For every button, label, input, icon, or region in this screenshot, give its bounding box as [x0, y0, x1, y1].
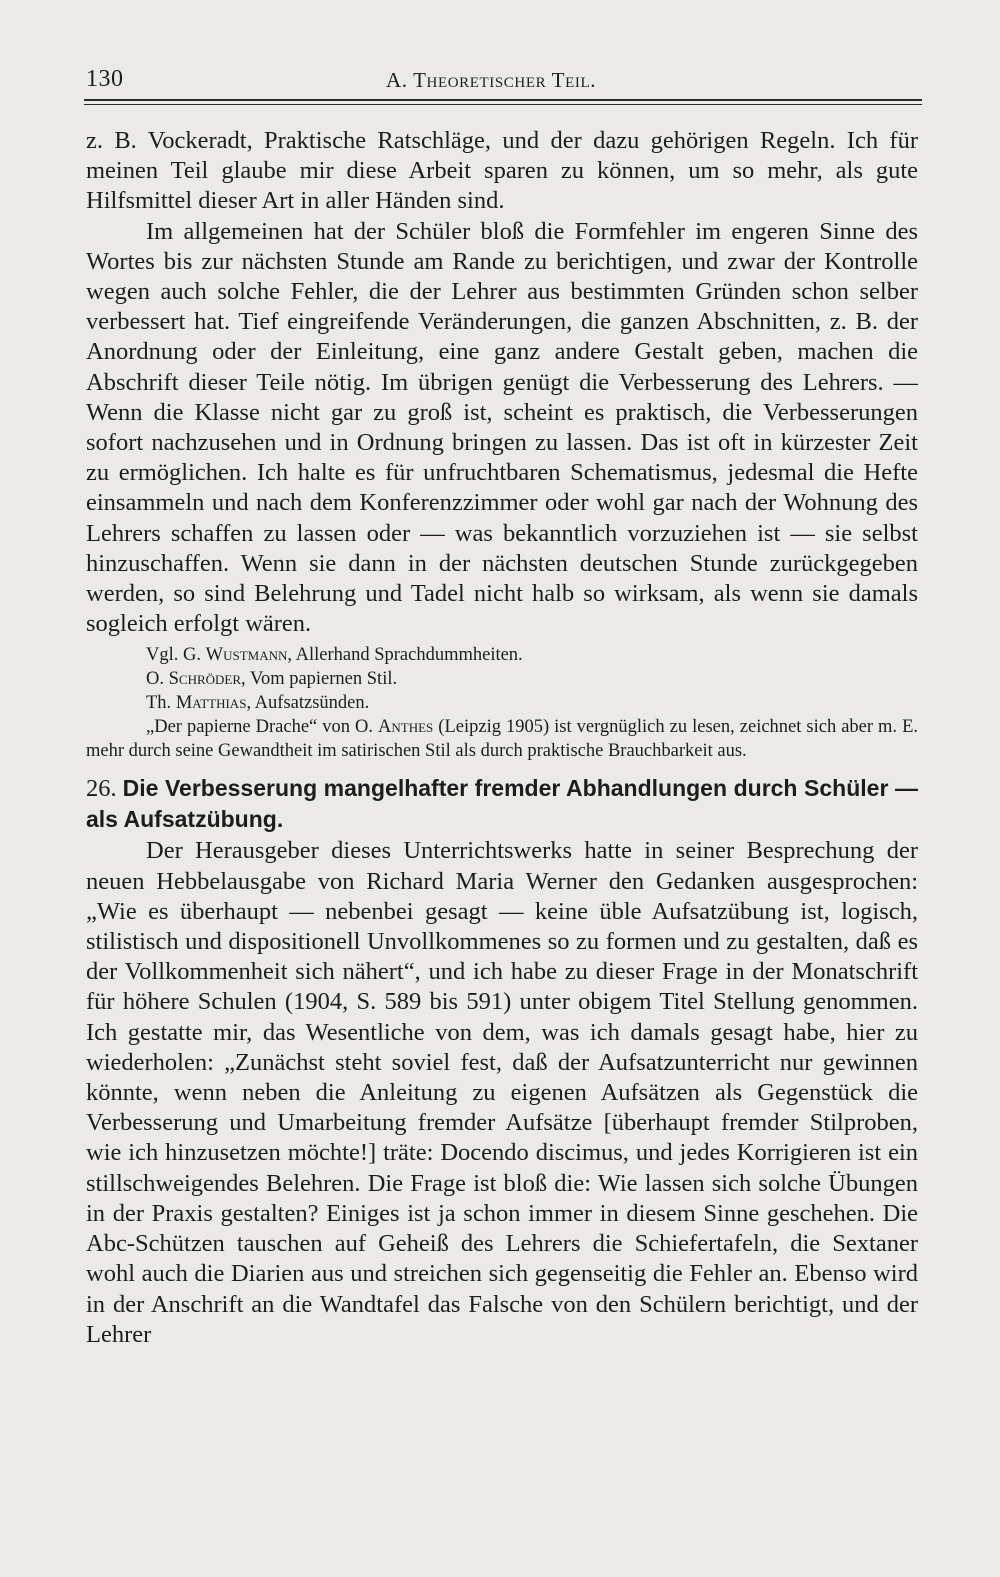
reference-author: Schröder	[168, 669, 242, 690]
section-heading	[86, 773, 918, 834]
reference-author: Anthes	[378, 717, 434, 738]
reference-item: Vgl. G. Wustmann, Allerhand Sprachdummheiten.	[146, 645, 523, 666]
running-head: A. Theoretischer Teil.	[386, 68, 597, 92]
reference-author: Wustmann	[205, 645, 288, 666]
reference-author: Matthias	[175, 693, 247, 714]
page-number: 130	[86, 66, 124, 92]
references-block	[86, 643, 918, 763]
paragraph-correction-practice: Im allgemeinen hat der Schüler bloß die Formfehler im engeren Sinne des Wortes bis zur nächsten Stunde am Rande zu berichtigen, und zwar der Kontrolle wegen auch solche Fehler, die der Lehrer aus bestimmten Gründen schon selber verbessert hat. Tief eingreifende Veränderungen, die ganzen Abschnitten, z. B. der Anordnung oder der Einleitung, eine ganz andere Gestalt geben, machen die Abschrift dieser Teile nötig. Im übrigen genügt die Verbesserung des Lehrers. — Wenn die Klasse nicht gar zu groß ist, scheint es praktisch, die Verbesserungen sofort nachzusehen und in Ordnung bringen zu lassen. Das ist oft in kürzester Zeit zu ermöglichen. Ich halte es für unfruchtbaren Schematismus, jedesmal die Hefte einsammeln und nach dem Konferenzzimmer oder wohl gar nach der Wohnung des Lehrers schaffen zu lassen oder — was bekanntlich vorzuziehen ist — sie selbst hinzuschaffen. Wenn sie dann in der nächsten deutschen Stunde zurückgegeben werden, so sind Belehrung und Tadel nicht halb so wirksam, als wenn sie damals sogleich erfolgt wären.	[86, 217, 918, 638]
page-header	[86, 66, 920, 96]
header-rule	[84, 99, 922, 101]
page-body	[86, 126, 918, 1350]
reference-note: „Der papierne Drache“ von O. Anthes (Leipzig 1905) ist vergnüglich zu lesen, zeichnet sich aber m. E. mehr durch seine Gewandtheit im satirischen Stil als durch praktische Brauchbarkeit aus.	[86, 717, 918, 762]
section-number: 26.	[86, 775, 117, 803]
header-rule-thin	[84, 104, 922, 105]
section-title: Die Verbesserung mangelhafter fremder Abhandlungen durch Schüler — als Aufsatzübung.	[86, 775, 918, 833]
paragraph-continuation: z. B. Vockeradt, Praktische Ratschläge, und der dazu gehörigen Regeln. Ich für meinen Teil glaube mir diese Arbeit sparen zu können, um so mehr, als gute Hilfsmittel dieser Art in aller Händen sind.	[86, 127, 918, 215]
reference-item: O. Schröder, Vom papiernen Stil.	[146, 669, 398, 690]
paragraph-section-body: Der Herausgeber dieses Unterrichtswerks hatte in seiner Besprechung der neuen Hebbelausgabe von Richard Maria Werner den Gedanken ausgesprochen: „Wie es überhaupt — nebenbei gesagt — keine üble Aufsatzübung ist, logisch, stilistisch und dispositionell Unvollkommenes so zu formen und zu gestalten, daß es der Vollkommenheit sich nähert“, und ich habe zu dieser Frage in der Monatschrift für höhere Schulen (1904, S. 589 bis 591) unter obigem Titel Stellung genommen. Ich gestatte mir, das Wesentliche von dem, was ich damals gesagt habe, hier zu wiederholen: „Zunächst steht soviel fest, daß der Aufsatzunterricht nur gewinnen könnte, wenn neben die Anleitung zu eigenen Aufsätzen als Gegenstück die Verbesserung und Umarbeitung fremder Aufsätze [überhaupt fremder Stilproben, wie ich hinzusetzen möchte!] träte: Docendo discimus, und jedes Korrigieren ist ein stillschweigendes Belehren. Die Frage ist bloß die: Wie lassen sich solche Übungen in der Praxis gestalten? Einiges ist ja schon immer in diesem Sinne geschehen. Die Abc-Schützen tauschen auf Geheiß des Lehrers die Schiefertafeln, die Sextaner wohl auch die Diarien aus und streichen sich gegenseitig die Fehler an. Ebenso wird in der Anschrift an die Wandtafel das Falsche von den Schülern berichtigt, und der Lehrer	[86, 837, 918, 1348]
reference-item: Th. Matthias, Aufsatzsünden.	[146, 693, 370, 714]
